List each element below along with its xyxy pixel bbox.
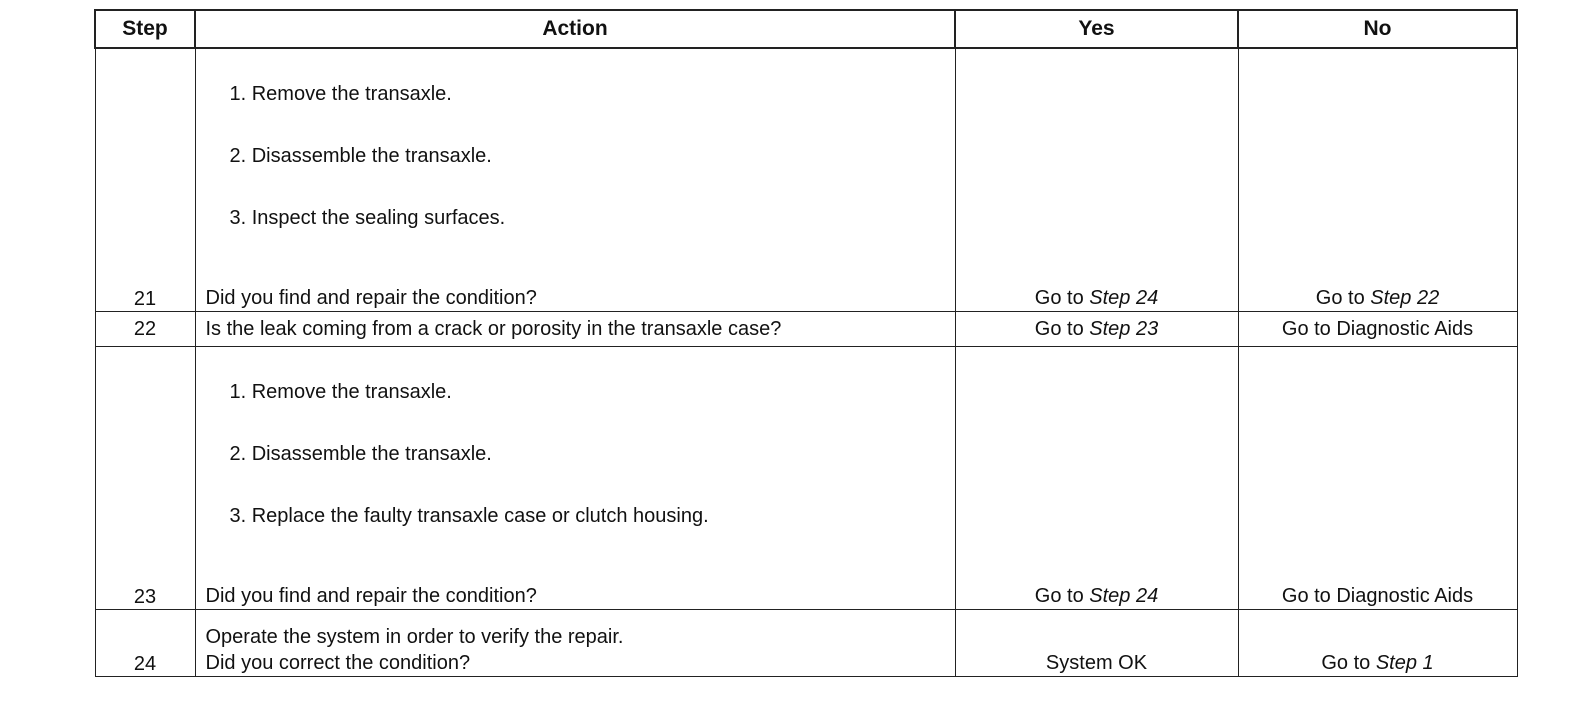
table-row: [95, 347, 1517, 610]
question-text: Is the leak coming from a crack or porosity in the transaxle case?: [205, 318, 782, 340]
list-item: 3. Replace the faulty transaxle case or clutch housing.: [229, 505, 709, 527]
no-prefix: Go to: [1315, 287, 1371, 309]
no-diagnostic-aids-link[interactable]: Go to Diagnostic Aids: [1281, 318, 1474, 340]
yes-prefix: Go to: [1034, 585, 1090, 607]
no-cell: [1238, 610, 1517, 677]
question-text: Did you correct the condition?: [205, 652, 471, 674]
no-cell: [1238, 312, 1517, 347]
step-number: 23: [95, 347, 195, 610]
header-action: Action: [195, 10, 955, 48]
action-list: [196, 381, 955, 527]
list-item: 2. Disassemble the transaxle.: [229, 145, 492, 167]
instruction-text: Operate the system in order to verify the repair.: [205, 626, 624, 648]
yes-step-link[interactable]: Step 24: [1089, 287, 1159, 309]
yes-step-link[interactable]: Step 23: [1089, 318, 1159, 340]
no-prefix: Go to: [1321, 652, 1376, 674]
question-text: Did you find and repair the condition?: [205, 287, 537, 309]
header-no: No: [1238, 10, 1517, 48]
step-number: 24: [95, 610, 195, 677]
action-cell: [195, 312, 955, 347]
header-step: Step: [95, 10, 195, 48]
yes-prefix: Go to: [1034, 287, 1090, 309]
list-item: 1. Remove the transaxle.: [229, 381, 452, 403]
yes-cell: [955, 48, 1238, 312]
no-cell: [1238, 48, 1517, 312]
table-row: [95, 312, 1517, 347]
diagnostic-table: [94, 9, 1518, 677]
step-number: 22: [95, 312, 195, 347]
header-yes: Yes: [955, 10, 1238, 48]
action-cell: [195, 610, 955, 677]
yes-prefix: Go to: [1034, 318, 1090, 340]
no-step-link[interactable]: Step 22: [1370, 287, 1440, 309]
no-diagnostic-aids-link[interactable]: Go to Diagnostic Aids: [1281, 585, 1474, 607]
yes-cell: [955, 347, 1238, 610]
yes-step-link[interactable]: Step 24: [1089, 585, 1159, 607]
table-row: [95, 610, 1517, 677]
yes-cell: [955, 312, 1238, 347]
action-cell: [195, 48, 955, 312]
list-item: 3. Inspect the sealing surfaces.: [229, 207, 506, 229]
list-item: 2. Disassemble the transaxle.: [229, 443, 492, 465]
step-number: 21: [95, 48, 195, 312]
action-cell: [195, 347, 955, 610]
table-row: [95, 48, 1517, 312]
no-step-link[interactable]: Step 1: [1375, 652, 1434, 674]
header-row: [95, 10, 1517, 48]
action-list: [196, 83, 955, 229]
system-ok-text: System OK: [1045, 652, 1148, 674]
yes-cell: [955, 610, 1238, 677]
list-item: 1. Remove the transaxle.: [229, 83, 452, 105]
no-cell: [1238, 347, 1517, 610]
question-text: Did you find and repair the condition?: [205, 585, 537, 607]
